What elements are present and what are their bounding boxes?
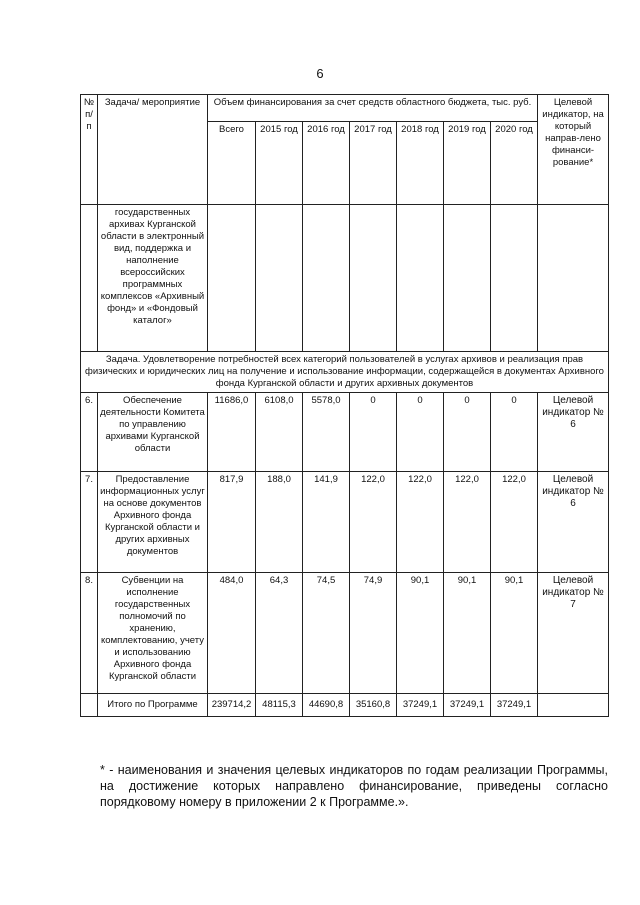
cell-total: 817,9 [208,472,256,573]
cell-task-continuation: государственных архивах Курганской области в электронный вид, поддержка и наполнение всероссийских программных комплексов «Архивный фонд» и «Фондовый каталог» [98,205,208,352]
cell-task: Субвенции на исполнение государственных полномочий по хранению, комплектованию, учету и использованию Архивного фонда Курганской области [98,573,208,694]
table-row [81,573,609,694]
total-year: 44690,8 [303,694,350,717]
cell-indicator: Целевой индикатор № 6 [538,472,609,573]
cell-empty [303,205,350,352]
cell-year: 74,9 [350,573,397,694]
footnote: * - наименования и значения целевых индикаторов по годам реализации Программы, на достижение которых направлено финансирование, приведены согласно порядковому номеру в приложении 2 к Программе.». [100,763,608,809]
cell-empty [397,205,444,352]
section-heading: Задача. Удовлетворение потребностей всех категорий пользователей в услугах архивов и реализация прав физических и юридических лиц на получение и использование информации, содержащейся в документах Архивного фонда Курганской области и других архивных документов [81,352,609,393]
header-indicator: Целевой индикатор, на который направ-лено финанси-рование* [538,95,609,205]
cell-task: Предоставление информационных услуг на основе документов Архивного фонда Курганской области и других архивных документов [98,472,208,573]
page-number: 6 [316,66,324,81]
cell-empty [350,205,397,352]
total-year: 48115,3 [256,694,303,717]
total-row [81,694,609,717]
table-row [81,393,609,472]
header-year-2020: 2020 год [491,122,538,205]
cell-no [81,694,98,717]
cell-year: 188,0 [256,472,303,573]
cell-no [81,205,98,352]
cell-year: 64,3 [256,573,303,694]
cell-year: 0 [397,393,444,472]
cell-total: 484,0 [208,573,256,694]
cell-year: 0 [444,393,491,472]
total-year: 37249,1 [444,694,491,717]
cell-year: 0 [350,393,397,472]
cell-empty [491,205,538,352]
cell-year: 90,1 [491,573,538,694]
cell-year: 6108,0 [256,393,303,472]
cell-year: 122,0 [491,472,538,573]
cell-no: 7. [81,472,98,573]
header-task: Задача/ мероприятие [98,95,208,205]
table-row [81,205,609,352]
cell-indicator: Целевой индикатор № 7 [538,573,609,694]
total-year: 37249,1 [491,694,538,717]
cell-indicator [538,694,609,717]
cell-empty [256,205,303,352]
header-no: № п/п [81,95,98,205]
cell-year: 0 [491,393,538,472]
cell-year: 90,1 [397,573,444,694]
total-year: 35160,8 [350,694,397,717]
cell-year: 122,0 [397,472,444,573]
header-year-2018: 2018 год [397,122,444,205]
total-year: 37249,1 [397,694,444,717]
header-total: Всего [208,122,256,205]
cell-empty [208,205,256,352]
cell-empty [538,205,609,352]
header-year-2015: 2015 год [256,122,303,205]
table-row [81,472,609,573]
cell-year: 90,1 [444,573,491,694]
cell-no: 6. [81,393,98,472]
cell-year: 5578,0 [303,393,350,472]
financing-table [80,94,609,717]
cell-year: 122,0 [444,472,491,573]
cell-empty [444,205,491,352]
total-value: 239714,2 [208,694,256,717]
header-financing: Объем финансирования за счет средств областного бюджета, тыс. руб. [208,95,538,122]
header-year-2019: 2019 год [444,122,491,205]
cell-year: 141,9 [303,472,350,573]
cell-year: 74,5 [303,573,350,694]
cell-task: Обеспечение деятельности Комитета по управлению архивами Курганской области [98,393,208,472]
section-row [81,352,609,393]
cell-no: 8. [81,573,98,694]
cell-total: 11686,0 [208,393,256,472]
cell-indicator: Целевой индикатор № 6 [538,393,609,472]
header-year-2017: 2017 год [350,122,397,205]
cell-year: 122,0 [350,472,397,573]
header-year-2016: 2016 год [303,122,350,205]
total-label: Итого по Программе [98,694,208,717]
